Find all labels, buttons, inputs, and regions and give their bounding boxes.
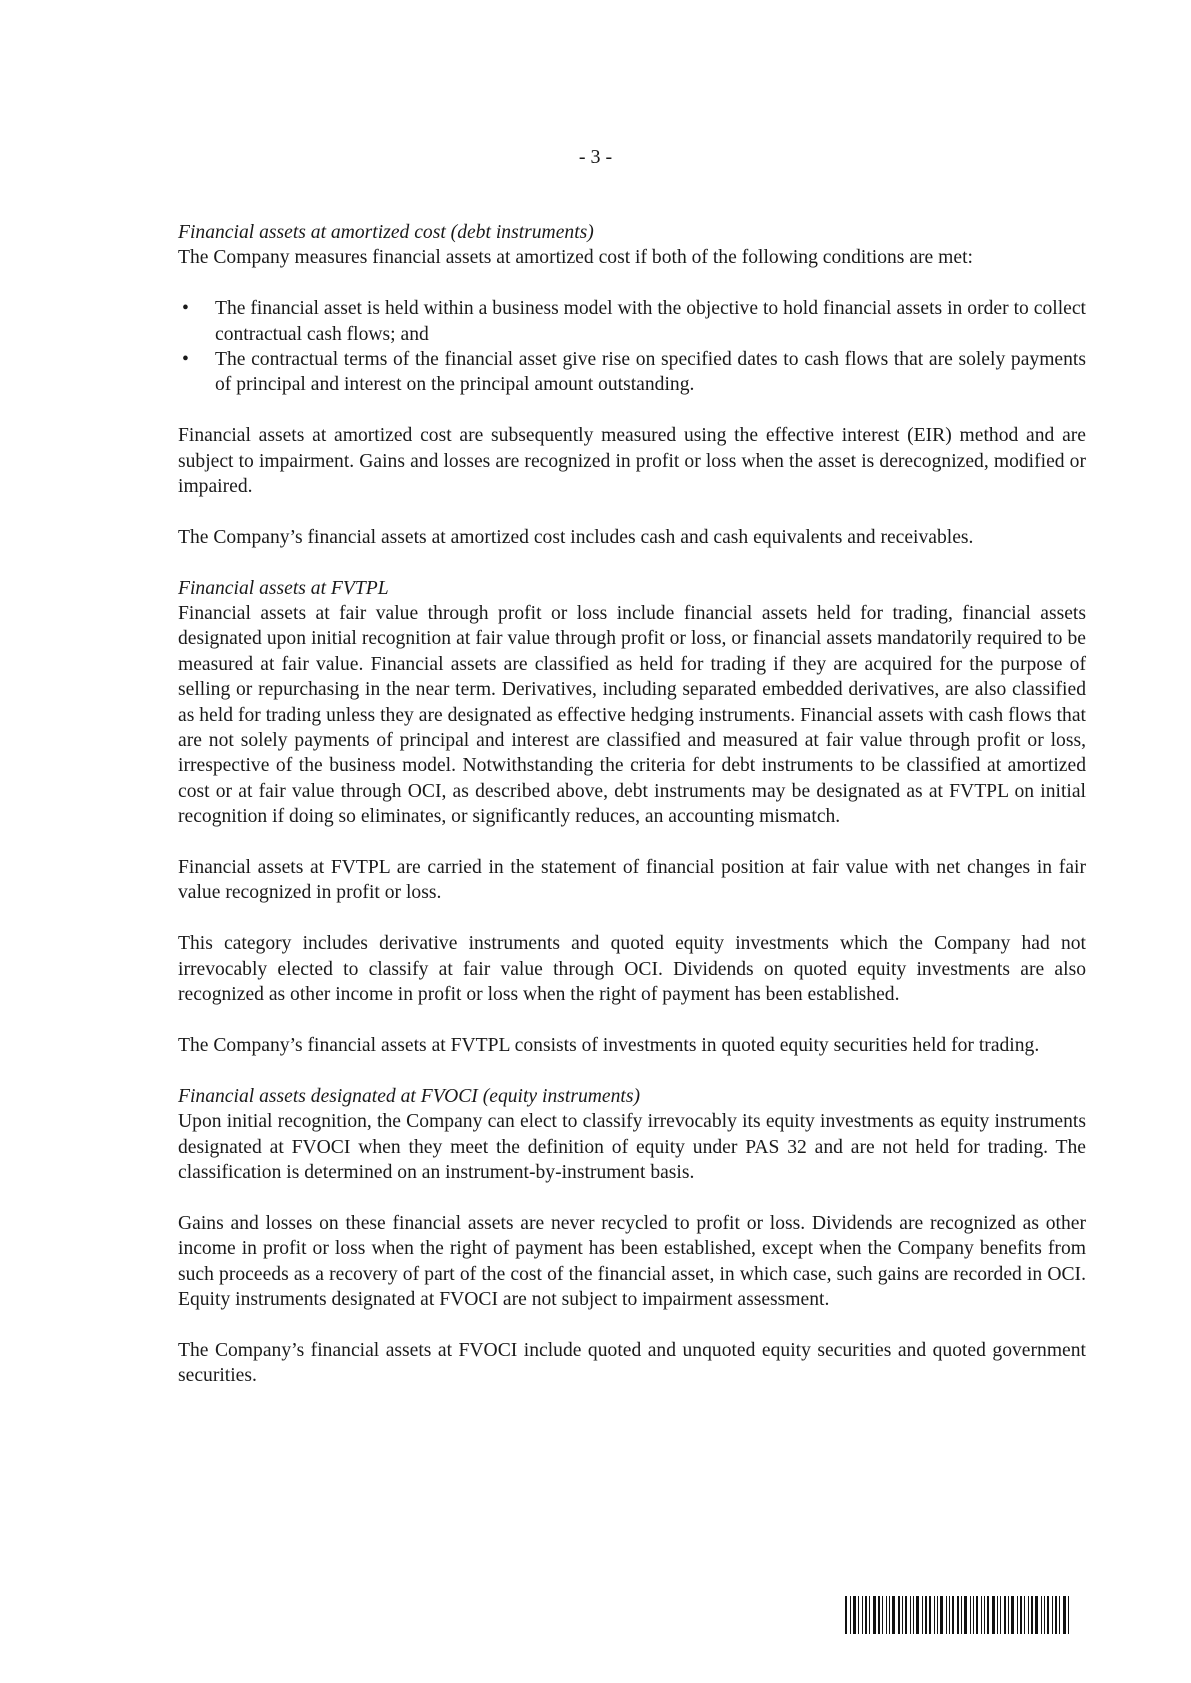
barcode-bar — [1004, 1596, 1006, 1634]
paragraph: The Company’s financial assets at FVOCI include quoted and unquoted equity securities and quoted government securities. — [178, 1339, 1086, 1387]
barcode-bar — [940, 1596, 943, 1634]
barcode-bar — [886, 1596, 887, 1634]
barcode-bar — [1020, 1596, 1022, 1634]
barcode-bar — [892, 1596, 895, 1634]
barcode-bar — [889, 1596, 890, 1634]
barcode-bar — [984, 1596, 985, 1634]
barcode-bar — [882, 1596, 883, 1634]
paragraph: The Company’s financial assets at amortized cost includes cash and cash equivalents and receivables. — [178, 526, 974, 548]
barcode-bar — [973, 1596, 974, 1634]
section-heading: Financial assets designated at FVOCI (equity instruments) — [178, 1085, 640, 1107]
bullet-icon: • — [182, 349, 189, 371]
paragraph: The Company measures financial assets at amortized cost if both of the following conditions are met: — [178, 247, 973, 269]
barcode-bar — [949, 1596, 950, 1634]
barcode-bar — [1017, 1596, 1018, 1634]
section-heading: Financial assets at amortized cost (debt instruments) — [178, 222, 594, 243]
barcode-bar — [1044, 1596, 1045, 1634]
barcode-bar — [1047, 1596, 1049, 1634]
barcode-bar — [937, 1596, 938, 1634]
barcode-bar — [1011, 1596, 1014, 1634]
barcode-bar — [981, 1596, 982, 1634]
barcode-bar — [987, 1596, 989, 1634]
barcode-bar — [1000, 1596, 1001, 1634]
barcode-bar — [1068, 1596, 1069, 1634]
barcode-bar — [934, 1596, 935, 1634]
section-fvoci — [178, 1084, 1086, 1389]
barcode-bar — [910, 1596, 911, 1634]
barcode-bar — [898, 1596, 900, 1634]
barcode-bar — [916, 1596, 919, 1634]
barcode-bar — [1052, 1596, 1053, 1634]
barcode-bar — [952, 1596, 954, 1634]
barcode-icon — [845, 1596, 1089, 1634]
barcode-bar — [850, 1596, 851, 1634]
barcode-bar — [976, 1596, 978, 1634]
paragraph: Financial assets at FVTPL are carried in the statement of financial position at fair value with net changes in fair value recognized in profit or loss. — [178, 857, 1086, 904]
section-fvtpl — [178, 576, 1086, 1059]
barcode-bar — [913, 1596, 914, 1634]
barcode-bar — [1041, 1596, 1042, 1634]
bullet-list — [178, 296, 1086, 398]
barcode-bar — [1008, 1596, 1009, 1634]
barcode-bar — [1028, 1596, 1029, 1634]
barcode-bar — [1024, 1596, 1025, 1634]
bullet-icon: • — [182, 298, 189, 320]
barcode-bar — [922, 1596, 923, 1634]
paragraph: Upon initial recognition, the Company can elect to classify irrevocably its equity investments as equity instruments designated at FVOCI when they meet the definition of equity under PAS 32 and are not held for trading. The classification is determined on an instrument-by-instrument basis. — [178, 1111, 1086, 1183]
section-heading: Financial assets at FVTPL — [178, 577, 389, 599]
barcode-bar — [1055, 1596, 1057, 1634]
barcode-bar — [873, 1596, 876, 1634]
barcode-bar — [925, 1596, 927, 1634]
page-number: - 3 - — [578, 146, 613, 168]
barcode-bar — [946, 1596, 947, 1634]
barcode-bar — [964, 1596, 967, 1634]
barcode-bar — [992, 1596, 995, 1634]
barcode-bar — [929, 1596, 931, 1634]
barcode-bar — [845, 1596, 847, 1634]
paragraph: Financial assets at amortized cost are subsequently measured using the effective interest (EIR) method and are subject to impairment. Gains and losses are recognized in profit or loss when the asset is derecognized, modified or impaired. — [178, 425, 1086, 498]
barcode-bar — [961, 1596, 962, 1634]
barcode-bar — [869, 1596, 870, 1634]
paragraph: The Company’s financial assets at FVTPL consists of investments in quoted equity securities held for trading. — [178, 1034, 1040, 1056]
barcode-bar — [1035, 1596, 1038, 1634]
barcode-bar — [878, 1596, 880, 1634]
barcode-bar — [905, 1596, 907, 1634]
list-item — [178, 296, 1086, 347]
list-item-text: The contractual terms of the financial asset give rise on specified dates to cash flows that are solely payments of principal and interest on the principal amount outstanding. — [215, 349, 1086, 396]
barcode-bar — [858, 1596, 859, 1634]
paragraph: This category includes derivative instruments and quoted equity investments which the Company had not irrevocably elected to classify at fair value through OCI. Dividends on quoted equity investments are also recognized as other income in profit or loss when the right of payment has been established. — [178, 933, 1086, 1006]
paragraph: Gains and losses on these financial assets are never recycled to profit or loss. Dividends are recognized as other income in profit or loss when the right of payment has been established, except when the Company benefits from such proceeds as a recovery of part of the cost of the financial asset, in which case, such gains are recorded in OCI. Equity instruments designated at FVOCI are not subject to impairment assessment. — [178, 1212, 1086, 1310]
barcode-bar — [865, 1596, 867, 1634]
barcode-bar — [853, 1596, 856, 1634]
section-amortized-cost — [178, 220, 1086, 550]
list-item-text: The financial asset is held within a business model with the objective to hold financial assets in order to collect contractual cash flows; and — [215, 298, 1086, 345]
barcode-bar — [997, 1596, 998, 1634]
barcode-bar — [970, 1596, 971, 1634]
barcode-bar — [902, 1596, 903, 1634]
barcode-bar — [1063, 1596, 1066, 1634]
document-body — [178, 220, 1086, 1389]
barcode-bar — [1031, 1596, 1033, 1634]
barcode-bar — [957, 1596, 959, 1634]
barcode-bar — [1059, 1596, 1060, 1634]
paragraph: Financial assets at fair value through profit or loss include financial assets held for trading, financial assets designated upon initial recognition at fair value through profit or loss, or financial assets mandatorily required to be measured at fair value. Financial assets are classified as held for trading if they are acquired for the purpose of selling or repurchasing in the near term. Derivatives, including separated embedded derivatives, are also classified as held for trading unless they are designated as effective hedging instruments. Financial assets with cash flows that are not solely payments of principal and interest are classified and measured at fair value through profit or loss, irrespective of the business model. Notwithstanding the criteria for debt instruments to be classified at amortized cost or at fair value through OCI, as described above, debt instruments may be designated as at FVTPL on initial recognition if doing so eliminates, or significantly reduces, an accounting mismatch. — [178, 603, 1086, 828]
barcode-bar — [862, 1596, 863, 1634]
list-item — [178, 347, 1086, 398]
